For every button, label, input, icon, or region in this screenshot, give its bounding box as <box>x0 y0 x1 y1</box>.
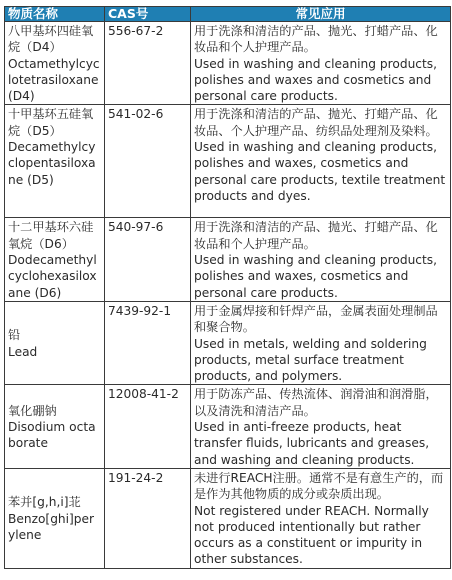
cas-number-cell: 556-67-2 <box>105 22 191 105</box>
common-uses-cell <box>191 301 451 384</box>
common-uses-cell <box>191 105 451 218</box>
use-description-zh: 用于金属焊接和钎焊产品，金属表面处理制品和聚合物。 <box>194 303 438 335</box>
use-description-en: Used in washing and cleaning products, polishes and waxes, cosmetics and personal care products, textile treatment products and dyes. <box>194 140 446 203</box>
use-description-en: Not registered under REACH. Normally not produced intentionally but rather occurs as a constituent or impurity in other substances. <box>194 503 429 567</box>
substance-name-zh: 苯并[g,h,i]苝 <box>8 495 81 510</box>
cas-number-cell: 191-24-2 <box>105 468 191 568</box>
substance-name-zh: 八甲基环四硅氧烷（D4） <box>8 24 94 55</box>
header-cas-number: CAS号 <box>105 7 191 22</box>
table-row <box>5 22 451 105</box>
substance-name-cell <box>5 105 105 218</box>
substance-name-en: Benzo[ghi]perylene <box>8 511 95 542</box>
substance-name-en: Lead <box>8 344 38 359</box>
use-description-en: Used in anti-freeze products, heat transfer fluids, lubricants and greases, and washing and cleaning products. <box>194 420 430 467</box>
table-row <box>5 105 451 218</box>
common-uses-cell <box>191 385 451 468</box>
substance-name-en: Octamethylcyclotetrasiloxane (D4) <box>8 56 100 104</box>
table-row <box>5 218 451 301</box>
substance-name-zh: 十二甲基环六硅氧烷（D6） <box>8 220 94 251</box>
use-description-en: Used in metals, welding and soldering products, metal surface treatment products, and polymers. <box>194 336 427 384</box>
table-row <box>5 301 451 384</box>
use-description-zh: 用于防冻产品、传热流体、润滑油和润滑脂，以及清洗和清洁产品。 <box>194 387 438 418</box>
substance-name-en: Disodium octaborate <box>8 420 96 451</box>
substance-name-cell <box>5 468 105 568</box>
substance-table <box>4 6 451 569</box>
common-uses-cell <box>191 22 451 105</box>
use-description-zh: 用于洗涤和清洁的产品、抛光、打蜡产品、化妆品、个人护理产品、纺织品处理剂及染料。 <box>194 107 438 138</box>
substance-name-zh: 铅 <box>8 328 21 343</box>
cas-number-cell: 541-02-6 <box>105 105 191 218</box>
cas-number-cell: 7439-92-1 <box>105 301 191 384</box>
substance-name-cell <box>5 301 105 384</box>
header-common-uses: 常见应用 <box>191 7 451 22</box>
cas-number-cell: 540-97-6 <box>105 218 191 301</box>
use-description-zh: 用于洗涤和清洁的产品、抛光、打蜡产品、化妆品和个人护理产品。 <box>194 24 438 55</box>
use-description-en: Used in washing and cleaning products, polishes and waxes, cosmetics and personal care products. <box>194 253 437 300</box>
substance-name-zh: 氧化硼钠 <box>8 403 57 418</box>
substance-name-en: Dodecamethylcyclohexasiloxane (D6) <box>8 253 97 300</box>
substance-name-zh: 十甲基环五硅氧烷（D5） <box>8 107 94 138</box>
table-header-row <box>5 7 451 22</box>
substance-name-cell <box>5 218 105 301</box>
header-substance-name: 物质名称 <box>5 7 105 22</box>
cas-number-cell: 12008-41-2 <box>105 385 191 468</box>
substance-name-en: Decamethylcyclopentasiloxane (D5) <box>8 140 96 187</box>
use-description-zh: 用于洗涤和清洁的产品、抛光、打蜡产品、化妆品和个人护理产品。 <box>194 220 438 251</box>
common-uses-cell <box>191 468 451 568</box>
use-description-en: Used in washing and cleaning products, polishes and waxes and cosmetics and personal care products. <box>194 56 437 104</box>
table-row <box>5 468 451 568</box>
substance-name-cell <box>5 22 105 105</box>
table-row <box>5 385 451 468</box>
common-uses-cell <box>191 218 451 301</box>
use-description-zh: 未进行REACH注册。通常不是有意生产的，而是作为其他物质的成分或杂质出现。 <box>194 470 444 502</box>
substance-name-cell <box>5 385 105 468</box>
